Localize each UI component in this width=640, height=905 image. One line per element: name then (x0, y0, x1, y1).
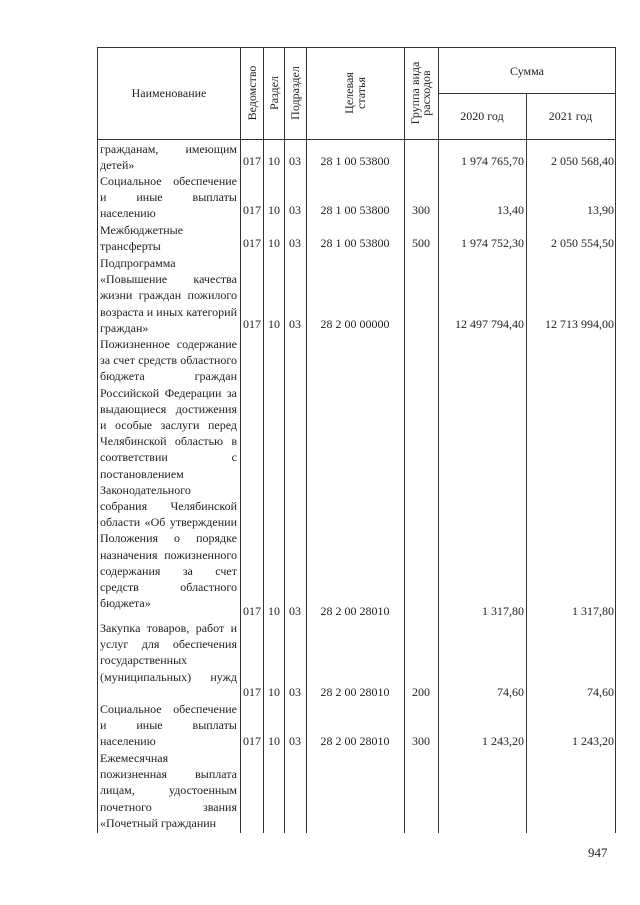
header-2021: 2021 год (548, 109, 593, 123)
cell-pod: 03 (289, 317, 301, 331)
table-top-border (97, 47, 616, 48)
name-text: Социальное обеспечение и иные выплаты населению (100, 174, 237, 221)
cell-2020: 1 317,80 (482, 604, 524, 618)
cell-2021: 1 317,80 (572, 604, 614, 618)
name-text: Ежемесячная пожизненная выплата лицам, удостоенным почетного звания «Почетный гражданин (100, 751, 237, 830)
header-target: Целевая статья (342, 72, 368, 114)
cell-2021: 74,60 (587, 685, 614, 699)
cell-2020: 1 243,20 (482, 734, 524, 748)
cell-target: 28 2 00 28010 (320, 604, 390, 618)
cell-raz: 10 (268, 236, 280, 250)
cell-pod: 03 (289, 154, 301, 168)
name-text: гражданам, имеющим детей» (100, 142, 237, 173)
cell-raz: 10 (268, 604, 280, 618)
cell-raz: 10 (268, 154, 280, 168)
cell-2020: 12 497 794,40 (455, 317, 524, 331)
header-vedomstvo: Ведомство (245, 65, 259, 121)
cell-2021: 1 243,20 (572, 734, 614, 748)
cell-2021: 2 050 554,50 (551, 236, 614, 250)
cell-ved: 017 (243, 685, 261, 699)
table-row (97, 733, 616, 749)
table-row (97, 684, 616, 700)
header-bottom-border (97, 139, 616, 140)
cell-ved: 017 (243, 236, 261, 250)
header-name: Наименование (131, 86, 207, 100)
cell-ved: 017 (243, 317, 261, 331)
cell-2020: 1 974 752,30 (461, 236, 524, 250)
header-group: Группа вида расходов (408, 61, 433, 125)
cell-2021: 12 713 994,00 (545, 317, 614, 331)
budget-table (97, 47, 616, 833)
page-number: 947 (588, 845, 608, 860)
cell-target: 28 2 00 28010 (320, 685, 390, 699)
name-text: Подпрограмма «Повышение качества жизни граждан пожилого возраста и иных категорий граждан» (100, 256, 237, 335)
cell-2021: 13,90 (587, 203, 614, 217)
cell-group: 300 (412, 203, 430, 217)
name-text: Межбюджетные трансферты (100, 223, 184, 254)
cell-group: 300 (412, 734, 430, 748)
name-text: Пожизненное содержание за счет средств областного бюджета граждан Российской Федерации за выдающиеся достижения и особые заслуги перед Челябинской областью в соответствии с постановлением Законодательного собрания Челябинской области «Об утверждении Положения о порядке назначения пожизненного содержания за счет средств областного бюджета» (100, 337, 237, 611)
cell-ved: 017 (243, 154, 261, 168)
name-text: Социальное обеспечение и иные выплаты населению (100, 702, 237, 749)
cell-raz: 10 (268, 685, 280, 699)
table-row (97, 316, 616, 332)
header-sum: Сумма (510, 64, 544, 78)
cell-target: 28 1 00 53800 (320, 154, 390, 168)
cell-2020: 74,60 (497, 685, 524, 699)
cell-2020: 1 974 765,70 (461, 154, 524, 168)
header-podrazdel: Подраздел (288, 66, 302, 120)
cell-target: 28 2 00 00000 (320, 317, 390, 331)
name-text: Закупка товаров, работ и услуг для обеспечения государственных (муниципальных) нужд (100, 621, 237, 684)
table-row (97, 603, 616, 619)
cell-ved: 017 (243, 734, 261, 748)
cell-ved: 017 (243, 203, 261, 217)
cell-pod: 03 (289, 604, 301, 618)
cell-pod: 03 (289, 685, 301, 699)
cell-target: 28 2 00 28010 (320, 734, 390, 748)
cell-pod: 03 (289, 203, 301, 217)
cell-group: 500 (412, 236, 430, 250)
cell-target: 28 1 00 53800 (320, 236, 390, 250)
header-razdel: Раздел (267, 76, 281, 110)
table-row (97, 235, 616, 251)
cell-group: 200 (412, 685, 430, 699)
table-row (97, 153, 616, 169)
cell-raz: 10 (268, 734, 280, 748)
cell-raz: 10 (268, 203, 280, 217)
table-row (97, 202, 616, 218)
cell-raz: 10 (268, 317, 280, 331)
cell-ved: 017 (243, 604, 261, 618)
cell-2021: 2 050 568,40 (551, 154, 614, 168)
header-2020: 2020 год (460, 109, 504, 123)
cell-pod: 03 (289, 236, 301, 250)
cell-2020: 13,40 (497, 203, 524, 217)
cell-pod: 03 (289, 734, 301, 748)
cell-target: 28 1 00 53800 (320, 203, 390, 217)
sum-subheader-line (438, 93, 616, 94)
